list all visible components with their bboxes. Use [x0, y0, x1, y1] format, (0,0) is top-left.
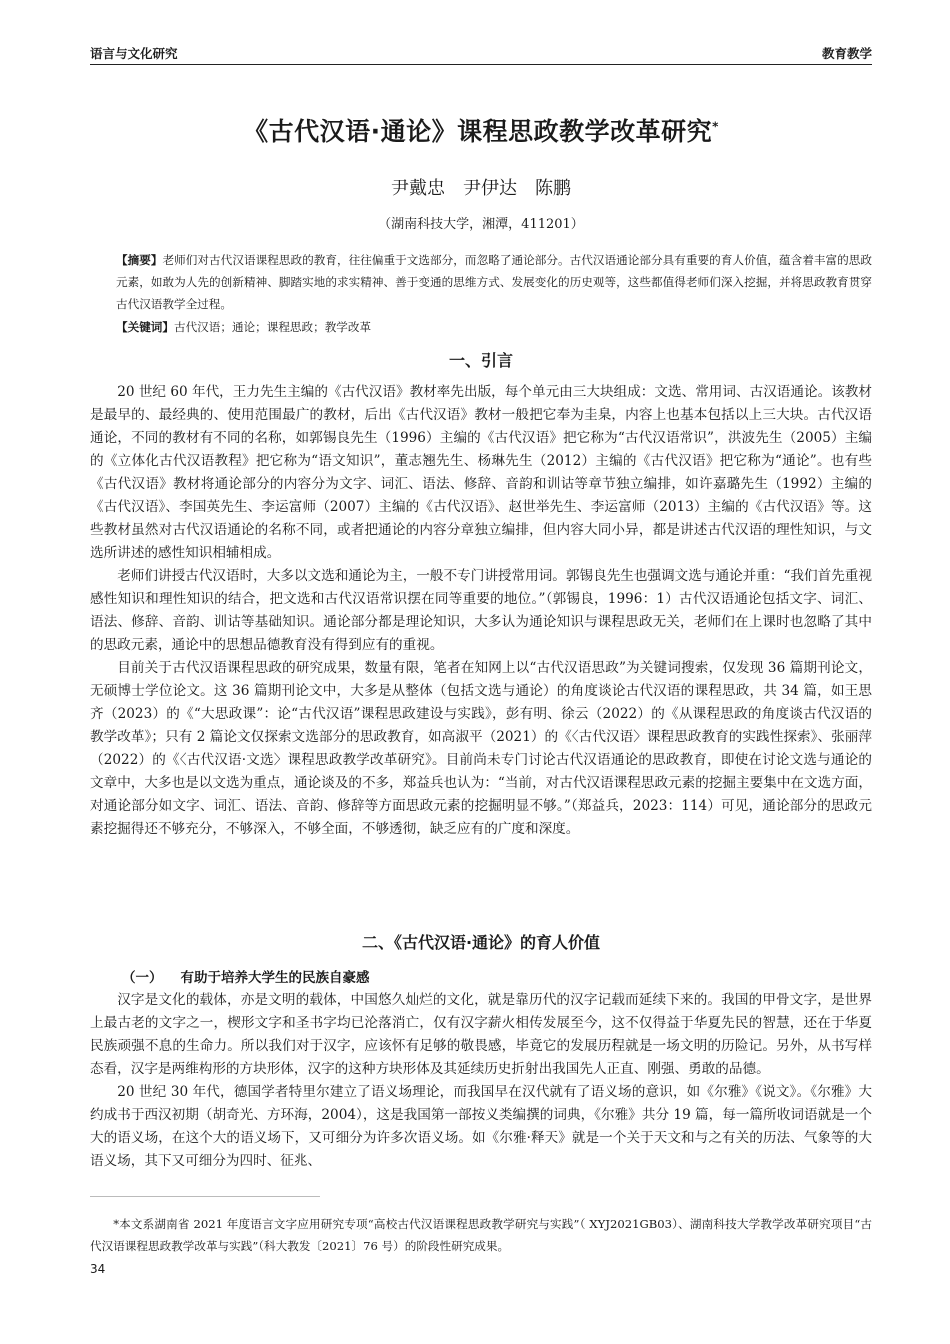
header-rule: [90, 64, 872, 65]
section-heading-value: 二、《古代汉语·通论》的育人价值: [361, 933, 601, 952]
paragraph: 20 世纪 30 年代，德国学者特里尔建立了语义场理论，而我国早在汉代就有了语义场的意识，如《尔雅》《说文》。《尔雅》大约成书于西汉初期（胡奇光、方环海，2004），这是我国第一部按义类编撰的词典，《尔雅》共分 19 篇，每一篇所收词语就是一个大的语义场，在这个大的语义场下，又可细分为许多次语义场。如《尔雅·释天》就是一个关于天文和与之有关的历法、气象等的大语义场，其下又可细分为四时、征兆、: [90, 1084, 872, 1169]
running-header: [90, 42, 872, 64]
paragraph: 20 世纪 60 年代，王力先生主编的《古代汉语》教材率先出版，每个单元由三大块组成：文选、常用词、古汉语通论。该教材是最早的、最经典的、使用范围最广的教材，后出《古代汉语》教材一般把它奉为圭臬，内容上也基本包括以上三大块。古代汉语通论，不同的教材有不同的名称，如郭锡良先生（1996）主编的《古代汉语》把它称为“古代汉语常识”，洪波先生（2005）主编的《立体化古代汉语教程》把它称为“语文知识”，董志翘先生、杨琳先生（2012）主编的《古代汉语》把它称为“通论”。也有些《古代汉语》教材将通论部分的内容分为文字、词汇、语法、修辞、音韵和训诂等章节独立编排，如许嘉璐先生（1992）主编的《古代汉语》、李国英先生、李运富师（2007）主编的《古代汉语》、赵世举先生、李运富师（2013）主编的《古代汉语》等。这些教材虽然对古代汉语通论的名称不同，或者把通论的内容分章独立编排，但内容大同小异，都是讲述古代汉语的理性知识，与文选所讲述的感性知识相辅相成。: [90, 384, 872, 561]
subsection-number: （一）: [122, 970, 163, 986]
paragraph: 目前关于古代汉语课程思政的研究成果，数量有限，笔者在知网上以“古代汉语思政”为关键词搜索，仅发现 36 篇期刊论文，无硕博士学位论文。这 36 篇期刊论文中，大多是从整体（包括文选与通论）的角度谈论古代汉语的课程思政，共 34 篇，如王思齐（2023）的《“大思政课”：论“古代汉语”课程思政建设与实践》，彭有明、徐云（2022）的《从课程思政的角度谈古代汉语的教学改革》；只有 2 篇论文仅探索文选部分的思政教育，如高淑平（2021）的《〈古代汉语〉课程思政教育的实践性探索》、张丽萍（2022）的《〈古代汉语·文选〉课程思政教学改革研究》。目前尚未专门讨论古代汉语通论的思政教育，即使在讨论文选与通论的文章中，大多也是以文选为重点，通论谈及的不多，郑益兵也认为：“当前，对古代汉语课程思政元素的挖掘主要集中在文选方面，对通论部分如文字、词汇、语法、音韵、修辞等方面思政元素的挖掘明显不够。”（郑益兵，2023：114）可见，通论部分的思政元素挖掘得还不够充分，不够深入，不够全面，不够透彻，缺乏应有的广度和深度。: [90, 660, 872, 837]
authors: 尹戴忠 尹伊达 陈鹏: [391, 178, 571, 199]
subsection-title: 有助于培养大学生的民族自豪感: [180, 970, 370, 986]
column-name: 教育教学: [821, 46, 872, 61]
keywords-text: 古代汉语；通论；课程思政；教学改革: [173, 320, 372, 334]
abstract: [116, 249, 872, 315]
footnote-rule: [90, 1196, 320, 1197]
paragraph: 汉字是文化的载体，亦是文明的载体，中国悠久灿烂的文化，就是靠历代的汉字记载而延续下来的。我国的甲骨文字，是世界上最古老的文字之一，楔形文字和圣书字均已沦落消亡，仅有汉字薪火相传发展至今，这不仅得益于华夏先民的智慧，还在于华夏民族顽强不息的生命力。所以我们对于汉字，应该怀有足够的敬畏感，毕竟它的发展历程就是一场文明的历险记。另外，从书写样态看，汉字是两维构形的方块形体，汉字的这种方块形体及其延续历史折射出我国先人正直、刚强、勇敢的品德。: [90, 992, 872, 1077]
paper-title-text: 《古代汉语·通论》课程思政教学改革研究: [243, 117, 713, 146]
page-number: 34: [90, 1262, 106, 1276]
abstract-text: 老师们对古代汉语课程思政的教育，往往偏重于文选部分，而忽略了通论部分。古代汉语通论部分具有重要的育人价值，蕴含着丰富的思政元素，如敢为人先的创新精神、脚踏实地的求实精神、善于变通的思维方式、发展变化的历史观等，这些都值得老师们深入挖掘，并将思政教育贯穿古代汉语教学全过程。: [116, 253, 872, 311]
subsection-heading: [122, 966, 370, 986]
footnote: *本文系湖南省 2021 年度语言文字应用研究专项“高校古代汉语课程思政教学研究与实践”（ XYJ2021GB03）、湖南科技大学教学改革研究项目“古代汉语课程思政教学改革与实践”（科大教发〔2021〕76 号）的阶段性研究成果。: [90, 1217, 872, 1253]
keywords: [116, 316, 872, 338]
journal-name: 语言与文化研究: [90, 46, 178, 61]
abstract-label: 【摘要】: [116, 253, 163, 267]
section-heading-intro: 一、引言: [448, 351, 513, 370]
paragraph: 老师们讲授古代汉语时，大多以文选和通论为主，一般不专门讲授常用词。郭锡良先生也强调文选与通论并重：“我们首先重视感性知识和理性知识的结合，把文选和古代汉语常识摆在同等重要的地位。”（郭锡良，1996：1）古代汉语通论包括文字、词汇、语法、修辞、音韵、训诂等基础知识。通论部分都是理论知识，大多认为通论知识与课程思政无关，老师们在上课时也忽略了其中的思政元素，通论中的思想品德教育没有得到应有的重视。: [90, 568, 872, 653]
title-footnote-mark: *: [712, 119, 719, 134]
section-value-body: [90, 989, 872, 1173]
affiliation: （湖南科技大学，湘潭，411201）: [378, 217, 584, 232]
section-intro-body: [90, 381, 872, 841]
paper-title: [90, 112, 872, 148]
keywords-label: 【关键词】: [116, 320, 174, 334]
